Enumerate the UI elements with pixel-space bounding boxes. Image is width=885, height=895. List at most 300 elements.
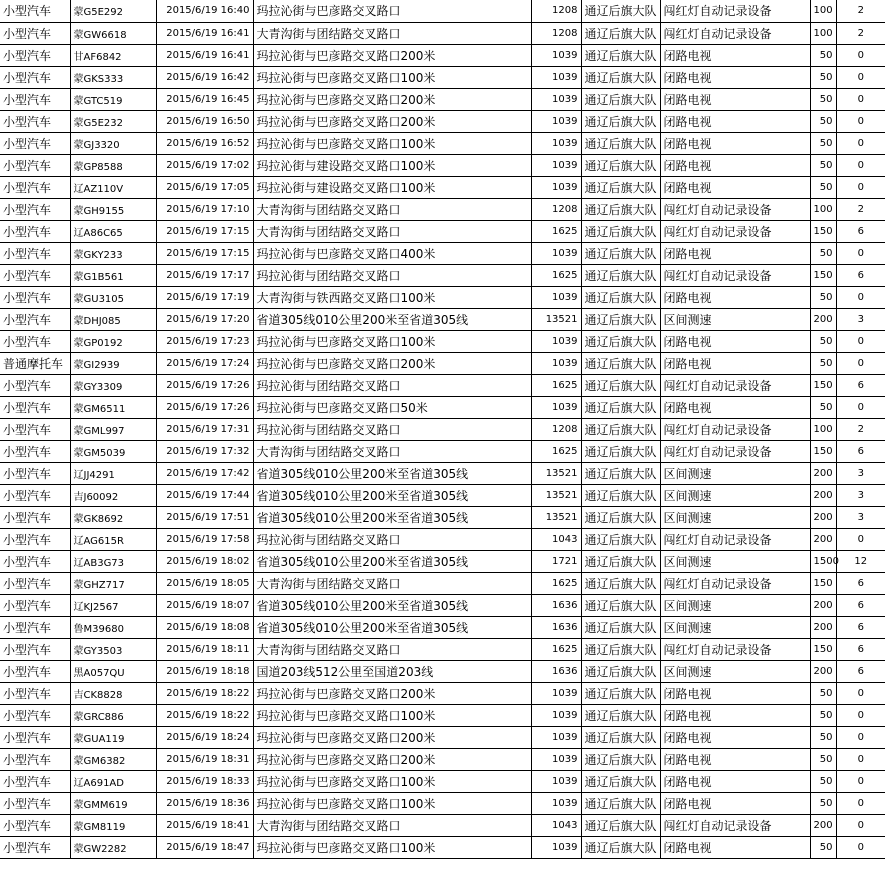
fine-amount-cell: 50 xyxy=(810,176,836,198)
vehicle-type-cell: 小型汽车 xyxy=(0,770,70,792)
table-row xyxy=(0,616,885,638)
department-cell: 通辽后旗大队 xyxy=(581,704,660,726)
vehicle-type-cell: 小型汽车 xyxy=(0,264,70,286)
penalty-points-cell: 3 xyxy=(836,462,885,484)
capture-device-cell: 闭路电视 xyxy=(660,44,810,66)
violation-time-cell: 2015/6/19 18:02 xyxy=(156,550,253,572)
plate-number-cell: 蒙G5E232 xyxy=(70,110,156,132)
department-cell: 通辽后旗大队 xyxy=(581,418,660,440)
vehicle-type-cell: 小型汽车 xyxy=(0,396,70,418)
location-cell: 玛拉沁街与巴彦路交叉路口100米 xyxy=(253,66,531,88)
department-cell: 通辽后旗大队 xyxy=(581,616,660,638)
plate-number-cell: 蒙GM8119 xyxy=(70,814,156,836)
fine-amount-cell: 200 xyxy=(810,814,836,836)
plate-number-cell: 蒙GU3105 xyxy=(70,286,156,308)
violation-time-cell: 2015/6/19 18:08 xyxy=(156,616,253,638)
violation-time-cell: 2015/6/19 17:26 xyxy=(156,396,253,418)
plate-number-cell: 辽AB3G73 xyxy=(70,550,156,572)
location-cell: 省道305线010公里200米至省道305线 xyxy=(253,484,531,506)
department-cell: 通辽后旗大队 xyxy=(581,374,660,396)
plate-number-cell: 蒙DHJ085 xyxy=(70,308,156,330)
table-row xyxy=(0,836,885,858)
vehicle-type-cell: 小型汽车 xyxy=(0,198,70,220)
penalty-points-cell: 0 xyxy=(836,286,885,308)
penalty-points-cell: 0 xyxy=(836,154,885,176)
vehicle-type-cell: 小型汽车 xyxy=(0,88,70,110)
department-cell: 通辽后旗大队 xyxy=(581,396,660,418)
penalty-points-cell: 0 xyxy=(836,110,885,132)
penalty-points-cell: 0 xyxy=(836,814,885,836)
vehicle-type-cell: 小型汽车 xyxy=(0,374,70,396)
capture-device-cell: 区间测速 xyxy=(660,308,810,330)
table-row xyxy=(0,594,885,616)
department-cell: 通辽后旗大队 xyxy=(581,308,660,330)
fine-amount-cell: 150 xyxy=(810,264,836,286)
penalty-points-cell: 0 xyxy=(836,88,885,110)
fine-amount-cell: 50 xyxy=(810,44,836,66)
plate-number-cell: 蒙GM6382 xyxy=(70,748,156,770)
department-cell: 通辽后旗大队 xyxy=(581,748,660,770)
fine-amount-cell: 50 xyxy=(810,132,836,154)
vehicle-type-cell: 小型汽车 xyxy=(0,330,70,352)
department-cell: 通辽后旗大队 xyxy=(581,440,660,462)
plate-number-cell: 蒙G1B561 xyxy=(70,264,156,286)
capture-device-cell: 闯红灯自动记录设备 xyxy=(660,440,810,462)
plate-number-cell: 蒙GI2939 xyxy=(70,352,156,374)
location-cell: 玛拉沁街与巴彦路交叉路口50米 xyxy=(253,396,531,418)
department-cell: 通辽后旗大队 xyxy=(581,176,660,198)
violation-code-cell: 1039 xyxy=(531,792,581,814)
vehicle-type-cell: 小型汽车 xyxy=(0,308,70,330)
location-cell: 省道305线010公里200米至省道305线 xyxy=(253,308,531,330)
violation-time-cell: 2015/6/19 17:15 xyxy=(156,220,253,242)
table-row xyxy=(0,110,885,132)
capture-device-cell: 闯红灯自动记录设备 xyxy=(660,572,810,594)
department-cell: 通辽后旗大队 xyxy=(581,594,660,616)
penalty-points-cell: 6 xyxy=(836,440,885,462)
location-cell: 玛拉沁街与巴彦路交叉路口100米 xyxy=(253,770,531,792)
fine-amount-cell: 100 xyxy=(810,22,836,44)
fine-amount-cell: 50 xyxy=(810,704,836,726)
vehicle-type-cell: 小型汽车 xyxy=(0,22,70,44)
violation-time-cell: 2015/6/19 16:40 xyxy=(156,0,253,22)
table-row xyxy=(0,44,885,66)
plate-number-cell: 吉J60092 xyxy=(70,484,156,506)
vehicle-type-cell: 小型汽车 xyxy=(0,440,70,462)
department-cell: 通辽后旗大队 xyxy=(581,44,660,66)
department-cell: 通辽后旗大队 xyxy=(581,792,660,814)
location-cell: 玛拉沁街与巴彦路交叉路口100米 xyxy=(253,704,531,726)
table-row xyxy=(0,132,885,154)
violation-time-cell: 2015/6/19 16:45 xyxy=(156,88,253,110)
plate-number-cell: 辽KJ2567 xyxy=(70,594,156,616)
penalty-points-cell: 0 xyxy=(836,242,885,264)
location-cell: 玛拉沁街与团结路交叉路口 xyxy=(253,264,531,286)
violation-time-cell: 2015/6/19 17:44 xyxy=(156,484,253,506)
penalty-points-cell: 0 xyxy=(836,396,885,418)
fine-amount-cell: 200 xyxy=(810,616,836,638)
capture-device-cell: 闭路电视 xyxy=(660,66,810,88)
fine-amount-cell: 50 xyxy=(810,748,836,770)
violation-code-cell: 1039 xyxy=(531,132,581,154)
vehicle-type-cell: 小型汽车 xyxy=(0,814,70,836)
vehicle-type-cell: 小型汽车 xyxy=(0,110,70,132)
table-row xyxy=(0,176,885,198)
fine-amount-cell: 50 xyxy=(810,330,836,352)
violation-code-cell: 1039 xyxy=(531,154,581,176)
department-cell: 通辽后旗大队 xyxy=(581,726,660,748)
department-cell: 通辽后旗大队 xyxy=(581,550,660,572)
violation-time-cell: 2015/6/19 16:52 xyxy=(156,132,253,154)
violation-code-cell: 1208 xyxy=(531,0,581,22)
capture-device-cell: 闭路电视 xyxy=(660,330,810,352)
table-row xyxy=(0,286,885,308)
table-row xyxy=(0,682,885,704)
penalty-points-cell: 0 xyxy=(836,726,885,748)
vehicle-type-cell: 小型汽车 xyxy=(0,506,70,528)
department-cell: 通辽后旗大队 xyxy=(581,638,660,660)
violation-code-cell: 13521 xyxy=(531,484,581,506)
violation-time-cell: 2015/6/19 18:33 xyxy=(156,770,253,792)
violation-code-cell: 1636 xyxy=(531,660,581,682)
location-cell: 省道305线010公里200米至省道305线 xyxy=(253,616,531,638)
table-row xyxy=(0,0,885,22)
location-cell: 大青沟街与团结路交叉路口 xyxy=(253,814,531,836)
table-row xyxy=(0,506,885,528)
violation-code-cell: 1043 xyxy=(531,814,581,836)
capture-device-cell: 闯红灯自动记录设备 xyxy=(660,418,810,440)
plate-number-cell: 甘AF6842 xyxy=(70,44,156,66)
department-cell: 通辽后旗大队 xyxy=(581,352,660,374)
fine-amount-cell: 50 xyxy=(810,154,836,176)
capture-device-cell: 闭路电视 xyxy=(660,352,810,374)
table-row xyxy=(0,330,885,352)
plate-number-cell: 蒙GTC519 xyxy=(70,88,156,110)
capture-device-cell: 区间测速 xyxy=(660,462,810,484)
capture-device-cell: 闭路电视 xyxy=(660,242,810,264)
fine-amount-cell: 150 xyxy=(810,440,836,462)
plate-number-cell: 蒙GM6511 xyxy=(70,396,156,418)
capture-device-cell: 闭路电视 xyxy=(660,286,810,308)
table-row xyxy=(0,220,885,242)
violation-time-cell: 2015/6/19 18:22 xyxy=(156,682,253,704)
fine-amount-cell: 150 xyxy=(810,374,836,396)
location-cell: 玛拉沁街与巴彦路交叉路口200米 xyxy=(253,110,531,132)
violation-time-cell: 2015/6/19 17:32 xyxy=(156,440,253,462)
department-cell: 通辽后旗大队 xyxy=(581,660,660,682)
location-cell: 省道305线010公里200米至省道305线 xyxy=(253,550,531,572)
violation-code-cell: 1636 xyxy=(531,616,581,638)
department-cell: 通辽后旗大队 xyxy=(581,330,660,352)
penalty-points-cell: 0 xyxy=(836,330,885,352)
capture-device-cell: 区间测速 xyxy=(660,660,810,682)
penalty-points-cell: 0 xyxy=(836,132,885,154)
fine-amount-cell: 50 xyxy=(810,352,836,374)
plate-number-cell: 吉CK8828 xyxy=(70,682,156,704)
plate-number-cell: 蒙GW2282 xyxy=(70,836,156,858)
violation-code-cell: 1208 xyxy=(531,418,581,440)
vehicle-type-cell: 小型汽车 xyxy=(0,748,70,770)
capture-device-cell: 闯红灯自动记录设备 xyxy=(660,638,810,660)
vehicle-type-cell: 小型汽车 xyxy=(0,660,70,682)
fine-amount-cell: 50 xyxy=(810,836,836,858)
penalty-points-cell: 0 xyxy=(836,792,885,814)
capture-device-cell: 闭路电视 xyxy=(660,726,810,748)
location-cell: 大青沟街与团结路交叉路口 xyxy=(253,220,531,242)
violation-code-cell: 1625 xyxy=(531,264,581,286)
location-cell: 玛拉沁街与巴彦路交叉路口400米 xyxy=(253,242,531,264)
capture-device-cell: 闯红灯自动记录设备 xyxy=(660,528,810,550)
vehicle-type-cell: 小型汽车 xyxy=(0,528,70,550)
plate-number-cell: 辽AZ110V xyxy=(70,176,156,198)
vehicle-type-cell: 小型汽车 xyxy=(0,726,70,748)
violation-time-cell: 2015/6/19 18:47 xyxy=(156,836,253,858)
penalty-points-cell: 3 xyxy=(836,506,885,528)
violation-code-cell: 13521 xyxy=(531,308,581,330)
fine-amount-cell: 200 xyxy=(810,660,836,682)
penalty-points-cell: 2 xyxy=(836,418,885,440)
capture-device-cell: 闭路电视 xyxy=(660,704,810,726)
vehicle-type-cell: 小型汽车 xyxy=(0,836,70,858)
department-cell: 通辽后旗大队 xyxy=(581,528,660,550)
violation-time-cell: 2015/6/19 16:41 xyxy=(156,22,253,44)
table-row xyxy=(0,550,885,572)
vehicle-type-cell: 小型汽车 xyxy=(0,154,70,176)
penalty-points-cell: 6 xyxy=(836,264,885,286)
location-cell: 玛拉沁街与巴彦路交叉路口200米 xyxy=(253,726,531,748)
vehicle-type-cell: 小型汽车 xyxy=(0,242,70,264)
penalty-points-cell: 0 xyxy=(836,704,885,726)
location-cell: 大青沟街与团结路交叉路口 xyxy=(253,572,531,594)
violation-time-cell: 2015/6/19 18:36 xyxy=(156,792,253,814)
violation-code-cell: 1039 xyxy=(531,748,581,770)
violation-time-cell: 2015/6/19 17:05 xyxy=(156,176,253,198)
location-cell: 大青沟街与铁西路交叉路口100米 xyxy=(253,286,531,308)
capture-device-cell: 闭路电视 xyxy=(660,682,810,704)
table-row xyxy=(0,638,885,660)
fine-amount-cell: 50 xyxy=(810,770,836,792)
table-row xyxy=(0,814,885,836)
capture-device-cell: 闯红灯自动记录设备 xyxy=(660,374,810,396)
plate-number-cell: 黑A057QU xyxy=(70,660,156,682)
violation-code-cell: 1625 xyxy=(531,374,581,396)
location-cell: 玛拉沁街与建设路交叉路口100米 xyxy=(253,154,531,176)
plate-number-cell: 蒙GHZ717 xyxy=(70,572,156,594)
penalty-points-cell: 6 xyxy=(836,572,885,594)
violation-time-cell: 2015/6/19 17:51 xyxy=(156,506,253,528)
capture-device-cell: 闯红灯自动记录设备 xyxy=(660,198,810,220)
location-cell: 省道305线010公里200米至省道305线 xyxy=(253,462,531,484)
department-cell: 通辽后旗大队 xyxy=(581,88,660,110)
penalty-points-cell: 2 xyxy=(836,22,885,44)
capture-device-cell: 闯红灯自动记录设备 xyxy=(660,220,810,242)
department-cell: 通辽后旗大队 xyxy=(581,264,660,286)
table-row xyxy=(0,374,885,396)
department-cell: 通辽后旗大队 xyxy=(581,770,660,792)
location-cell: 玛拉沁街与团结路交叉路口 xyxy=(253,528,531,550)
violation-code-cell: 1039 xyxy=(531,66,581,88)
department-cell: 通辽后旗大队 xyxy=(581,22,660,44)
violation-time-cell: 2015/6/19 17:24 xyxy=(156,352,253,374)
table-row xyxy=(0,396,885,418)
vehicle-type-cell: 小型汽车 xyxy=(0,616,70,638)
fine-amount-cell: 50 xyxy=(810,110,836,132)
plate-number-cell: 蒙GML997 xyxy=(70,418,156,440)
plate-number-cell: 蒙GP8588 xyxy=(70,154,156,176)
capture-device-cell: 闭路电视 xyxy=(660,154,810,176)
vehicle-type-cell: 小型汽车 xyxy=(0,484,70,506)
fine-amount-cell: 50 xyxy=(810,726,836,748)
department-cell: 通辽后旗大队 xyxy=(581,682,660,704)
location-cell: 大青沟街与团结路交叉路口 xyxy=(253,440,531,462)
capture-device-cell: 闭路电视 xyxy=(660,748,810,770)
location-cell: 玛拉沁街与巴彦路交叉路口 xyxy=(253,0,531,22)
capture-device-cell: 区间测速 xyxy=(660,550,810,572)
vehicle-type-cell: 小型汽车 xyxy=(0,682,70,704)
department-cell: 通辽后旗大队 xyxy=(581,198,660,220)
penalty-points-cell: 0 xyxy=(836,528,885,550)
vehicle-type-cell: 小型汽车 xyxy=(0,550,70,572)
location-cell: 玛拉沁街与巴彦路交叉路口200米 xyxy=(253,682,531,704)
violation-time-cell: 2015/6/19 18:24 xyxy=(156,726,253,748)
violation-code-cell: 13521 xyxy=(531,462,581,484)
table-row xyxy=(0,418,885,440)
penalty-points-cell: 0 xyxy=(836,352,885,374)
department-cell: 通辽后旗大队 xyxy=(581,506,660,528)
violation-time-cell: 2015/6/19 17:19 xyxy=(156,286,253,308)
table-row xyxy=(0,660,885,682)
violation-code-cell: 1039 xyxy=(531,286,581,308)
department-cell: 通辽后旗大队 xyxy=(581,220,660,242)
violation-time-cell: 2015/6/19 16:50 xyxy=(156,110,253,132)
capture-device-cell: 闭路电视 xyxy=(660,110,810,132)
plate-number-cell: 蒙GMM619 xyxy=(70,792,156,814)
penalty-points-cell: 3 xyxy=(836,308,885,330)
plate-number-cell: 辽AG615R xyxy=(70,528,156,550)
fine-amount-cell: 200 xyxy=(810,484,836,506)
table-row xyxy=(0,66,885,88)
fine-amount-cell: 50 xyxy=(810,66,836,88)
department-cell: 通辽后旗大队 xyxy=(581,66,660,88)
penalty-points-cell: 0 xyxy=(836,682,885,704)
violation-time-cell: 2015/6/19 17:15 xyxy=(156,242,253,264)
vehicle-type-cell: 小型汽车 xyxy=(0,594,70,616)
violation-code-cell: 1208 xyxy=(531,198,581,220)
penalty-points-cell: 6 xyxy=(836,594,885,616)
location-cell: 大青沟街与团结路交叉路口 xyxy=(253,198,531,220)
violation-code-cell: 1039 xyxy=(531,396,581,418)
penalty-points-cell: 6 xyxy=(836,374,885,396)
table-row xyxy=(0,440,885,462)
department-cell: 通辽后旗大队 xyxy=(581,286,660,308)
violation-code-cell: 1625 xyxy=(531,440,581,462)
plate-number-cell: 蒙GW6618 xyxy=(70,22,156,44)
vehicle-type-cell: 小型汽车 xyxy=(0,0,70,22)
violation-time-cell: 2015/6/19 18:31 xyxy=(156,748,253,770)
capture-device-cell: 闯红灯自动记录设备 xyxy=(660,814,810,836)
violation-code-cell: 1636 xyxy=(531,594,581,616)
violation-code-cell: 1625 xyxy=(531,572,581,594)
location-cell: 国道203线512公里至国道203线 xyxy=(253,660,531,682)
penalty-points-cell: 6 xyxy=(836,638,885,660)
violation-code-cell: 1721 xyxy=(531,550,581,572)
violation-code-cell: 1039 xyxy=(531,704,581,726)
department-cell: 通辽后旗大队 xyxy=(581,132,660,154)
violation-code-cell: 1039 xyxy=(531,110,581,132)
table-row xyxy=(0,88,885,110)
table-row xyxy=(0,792,885,814)
violation-code-cell: 1625 xyxy=(531,220,581,242)
violation-code-cell: 1208 xyxy=(531,22,581,44)
table-row xyxy=(0,528,885,550)
capture-device-cell: 闭路电视 xyxy=(660,836,810,858)
vehicle-type-cell: 小型汽车 xyxy=(0,286,70,308)
violation-time-cell: 2015/6/19 17:23 xyxy=(156,330,253,352)
penalty-points-cell: 6 xyxy=(836,220,885,242)
capture-device-cell: 闭路电视 xyxy=(660,396,810,418)
fine-amount-cell: 50 xyxy=(810,682,836,704)
violation-code-cell: 1039 xyxy=(531,352,581,374)
fine-amount-cell: 50 xyxy=(810,396,836,418)
plate-number-cell: 蒙GM5039 xyxy=(70,440,156,462)
location-cell: 玛拉沁街与团结路交叉路口 xyxy=(253,418,531,440)
violation-time-cell: 2015/6/19 18:11 xyxy=(156,638,253,660)
violation-code-cell: 1039 xyxy=(531,682,581,704)
violation-time-cell: 2015/6/19 16:41 xyxy=(156,44,253,66)
violation-code-cell: 1039 xyxy=(531,836,581,858)
capture-device-cell: 闯红灯自动记录设备 xyxy=(660,264,810,286)
capture-device-cell: 闭路电视 xyxy=(660,88,810,110)
penalty-points-cell: 0 xyxy=(836,748,885,770)
table-row xyxy=(0,242,885,264)
table-row xyxy=(0,308,885,330)
table-row xyxy=(0,462,885,484)
location-cell: 大青沟街与团结路交叉路口 xyxy=(253,638,531,660)
vehicle-type-cell: 小型汽车 xyxy=(0,572,70,594)
plate-number-cell: 辽A86C65 xyxy=(70,220,156,242)
fine-amount-cell: 200 xyxy=(810,308,836,330)
penalty-points-cell: 6 xyxy=(836,660,885,682)
fine-amount-cell: 200 xyxy=(810,506,836,528)
penalty-points-cell: 0 xyxy=(836,44,885,66)
vehicle-type-cell: 小型汽车 xyxy=(0,792,70,814)
vehicle-type-cell: 小型汽车 xyxy=(0,176,70,198)
vehicle-type-cell: 小型汽车 xyxy=(0,44,70,66)
penalty-points-cell: 2 xyxy=(836,0,885,22)
department-cell: 通辽后旗大队 xyxy=(581,484,660,506)
fine-amount-cell: 200 xyxy=(810,528,836,550)
vehicle-type-cell: 小型汽车 xyxy=(0,220,70,242)
violation-code-cell: 1043 xyxy=(531,528,581,550)
penalty-points-cell: 6 xyxy=(836,616,885,638)
fine-amount-cell: 150 xyxy=(810,638,836,660)
violation-time-cell: 2015/6/19 18:41 xyxy=(156,814,253,836)
department-cell: 通辽后旗大队 xyxy=(581,462,660,484)
location-cell: 玛拉沁街与巴彦路交叉路口200米 xyxy=(253,352,531,374)
violation-time-cell: 2015/6/19 18:18 xyxy=(156,660,253,682)
plate-number-cell: 蒙GKY233 xyxy=(70,242,156,264)
table-row xyxy=(0,198,885,220)
capture-device-cell: 区间测速 xyxy=(660,594,810,616)
violation-code-cell: 1039 xyxy=(531,88,581,110)
fine-amount-cell: 100 xyxy=(810,418,836,440)
capture-device-cell: 闭路电视 xyxy=(660,132,810,154)
capture-device-cell: 区间测速 xyxy=(660,616,810,638)
plate-number-cell: 蒙GKS333 xyxy=(70,66,156,88)
vehicle-type-cell: 小型汽车 xyxy=(0,638,70,660)
vehicle-type-cell: 小型汽车 xyxy=(0,462,70,484)
location-cell: 玛拉沁街与巴彦路交叉路口100米 xyxy=(253,836,531,858)
